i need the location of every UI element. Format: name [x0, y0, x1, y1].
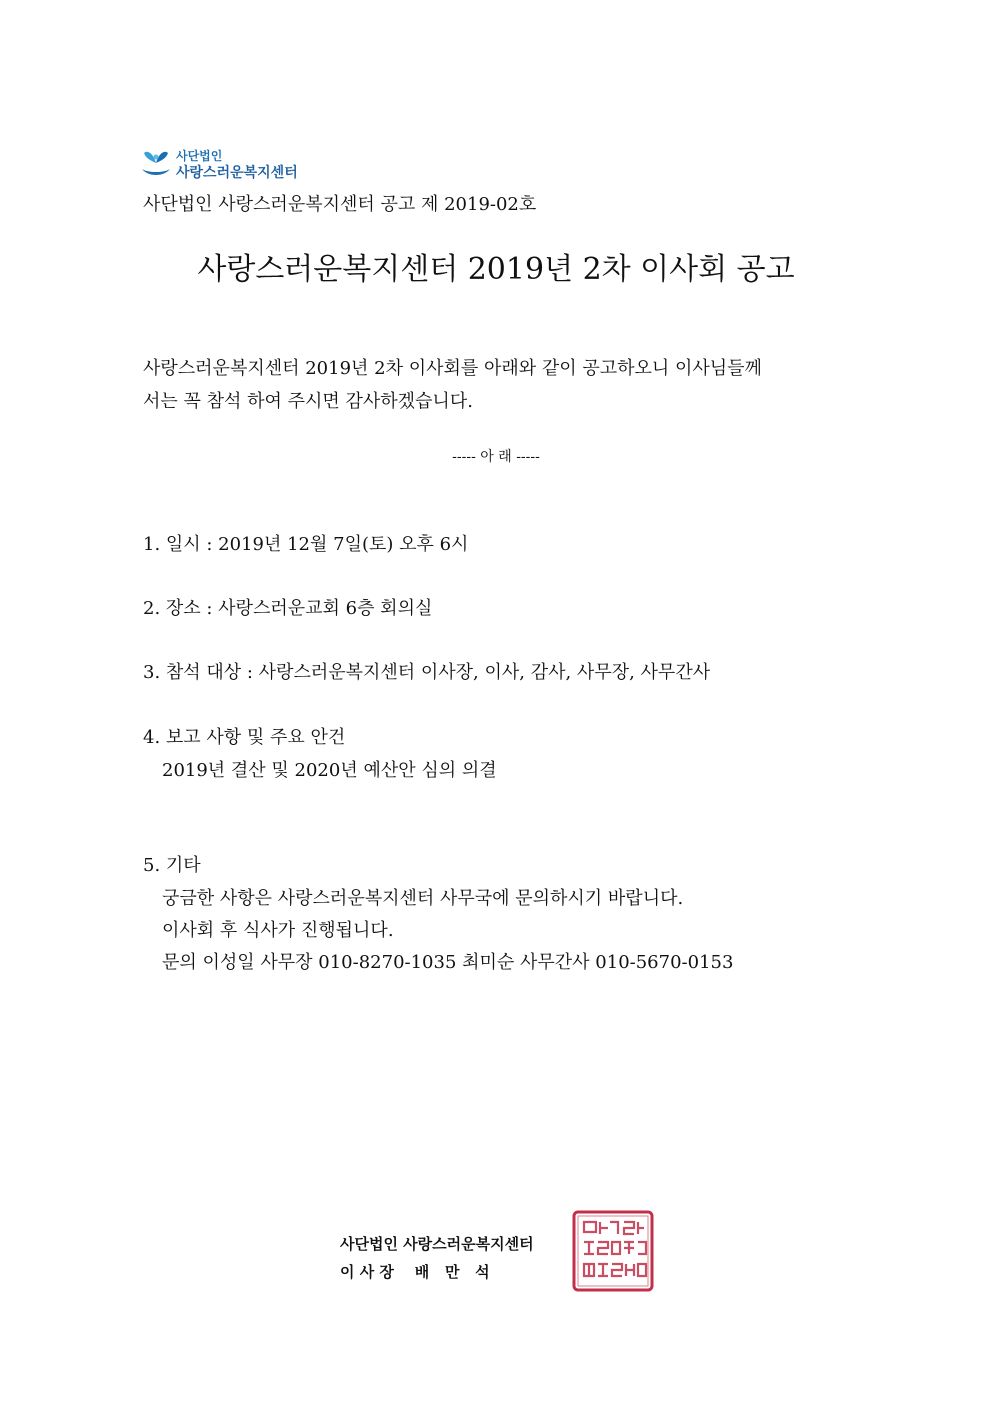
signature-chairman: 이 사 장 배 만 석: [340, 1263, 490, 1281]
organization-logo: [140, 145, 340, 187]
item-schedule: 1. 일시 : 2019년 12월 7일(토) 오후 6시: [143, 534, 469, 555]
intro-paragraph: [143, 352, 858, 418]
item-attendees: 3. 참석 대상 : 사랑스러운복지센터 이사장, 이사, 감사, 사무장, 사무간사: [143, 662, 711, 683]
intro-line: 서는 꼭 참석 하여 주시면 감사하겠습니다.: [143, 391, 473, 412]
intro-line: 사랑스러운복지센터 2019년 2차 이사회를 아래와 같이 공고하오니 이사님들께: [143, 358, 762, 379]
item-other-detail: 문의 이성일 사무장 010-8270-1035 최미순 사무간사 010-5670-0153: [162, 952, 734, 973]
official-seal-stamp: [572, 1210, 654, 1292]
logo-title: 사랑스러운복지센터: [176, 165, 298, 181]
item-location: 2. 장소 : 사랑스러운교회 6층 회의실: [143, 598, 433, 619]
page-title: 사랑스러운복지센터 2019년 2차 이사회 공고: [197, 252, 795, 287]
item-other-detail: 이사회 후 식사가 진행됩니다.: [162, 920, 394, 941]
item-other-detail: 궁금한 사항은 사랑스러운복지센터 사무국에 문의하시기 바랍니다.: [162, 888, 684, 909]
hands-heart-icon: [140, 147, 172, 183]
item-agenda: 4. 보고 사항 및 주요 안건: [143, 727, 346, 748]
item-agenda-detail: 2019년 결산 및 2020년 예산안 심의 의결: [162, 760, 497, 781]
logo-subtitle: 사단법인: [176, 149, 223, 163]
section-divider: ----- 아 래 -----: [452, 449, 540, 465]
signature-organization: 사단법인 사랑스러운복지센터: [340, 1235, 534, 1253]
item-other: 5. 기타: [143, 855, 201, 876]
notice-number: 사단법인 사랑스러운복지센터 공고 제 2019-02호: [143, 194, 537, 215]
